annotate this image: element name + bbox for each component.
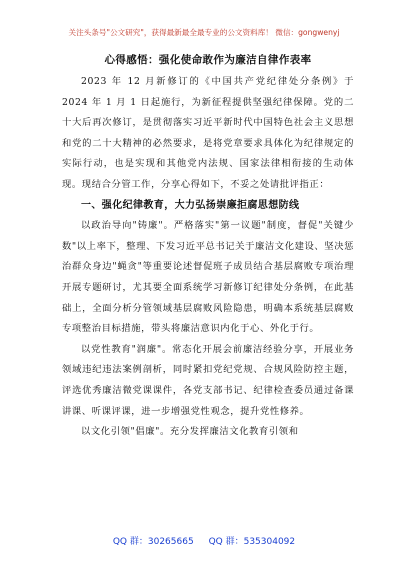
document-title: 心得感悟：强化使命敢作为廉洁自律作表率 (104, 54, 312, 66)
section-paragraph-1: 以政治导向"铸廉"。严格落实"第一议题"制度，督促"关键少数"以上率下，整理、下发习近平总书记关于廉洁文化建设、坚决惩治群众身边"蝇贪"等重要论述督促班子成员结合基层腐败专项治理开展专题研讨，尤其要全面系统学习新修订纪律处分条例，在此基础上，全面分析分管领域基层腐败风险隐患，明确本系统基层腐败专项整治目标措施，带头将廉洁意识内化于心、外化于行。 (62, 220, 354, 335)
section-heading: 一、强化纪律教育，大力弘扬崇廉拒腐思想防线 (81, 199, 300, 211)
document-body (62, 52, 354, 443)
intro-paragraph: 2023 年 12 月新修订的《中国共产党纪律处分条例》于 2024 年 1 月 1 日起施行，为新征程提供坚强纪律保障。党的二十大后再次修订，是贯彻落实习近平新时代中国特色社会主义思想和党的二十大精神的必然要求，是将党章要求具体化为纪律规定的实际行动，也是实现和其他党内法规、国家法律相衔接的生动体现。现结合分管工作，分享心得如下，不妥之处请批评指正： (62, 76, 354, 190)
section-paragraph-3: 以文化引领"倡廉"。充分发挥廉洁文化教育引领和 (81, 426, 299, 438)
section-paragraph-2: 以党性教育"润廉"。常态化开展会前廉洁经验分享，开展业务领域违纪违法案例剖析，同时紧扣党纪党规、合规风险防控主题，评选优秀廉洁微党课课件，各党支部书记、纪律检查委员通过备课讲课、听课评课，进一步增强党性观念，提升党性修养。 (62, 343, 354, 417)
header-note: 关注头条号"公文研究"，获得最新最全最专业的公文资料库！ 微信：gongwenyj (68, 28, 340, 37)
footer-contact (0, 534, 408, 547)
footer-qq-group-2: QQ 群：535304092 (208, 537, 296, 547)
footer-qq-group-1: QQ 群：30265665 (112, 537, 194, 547)
